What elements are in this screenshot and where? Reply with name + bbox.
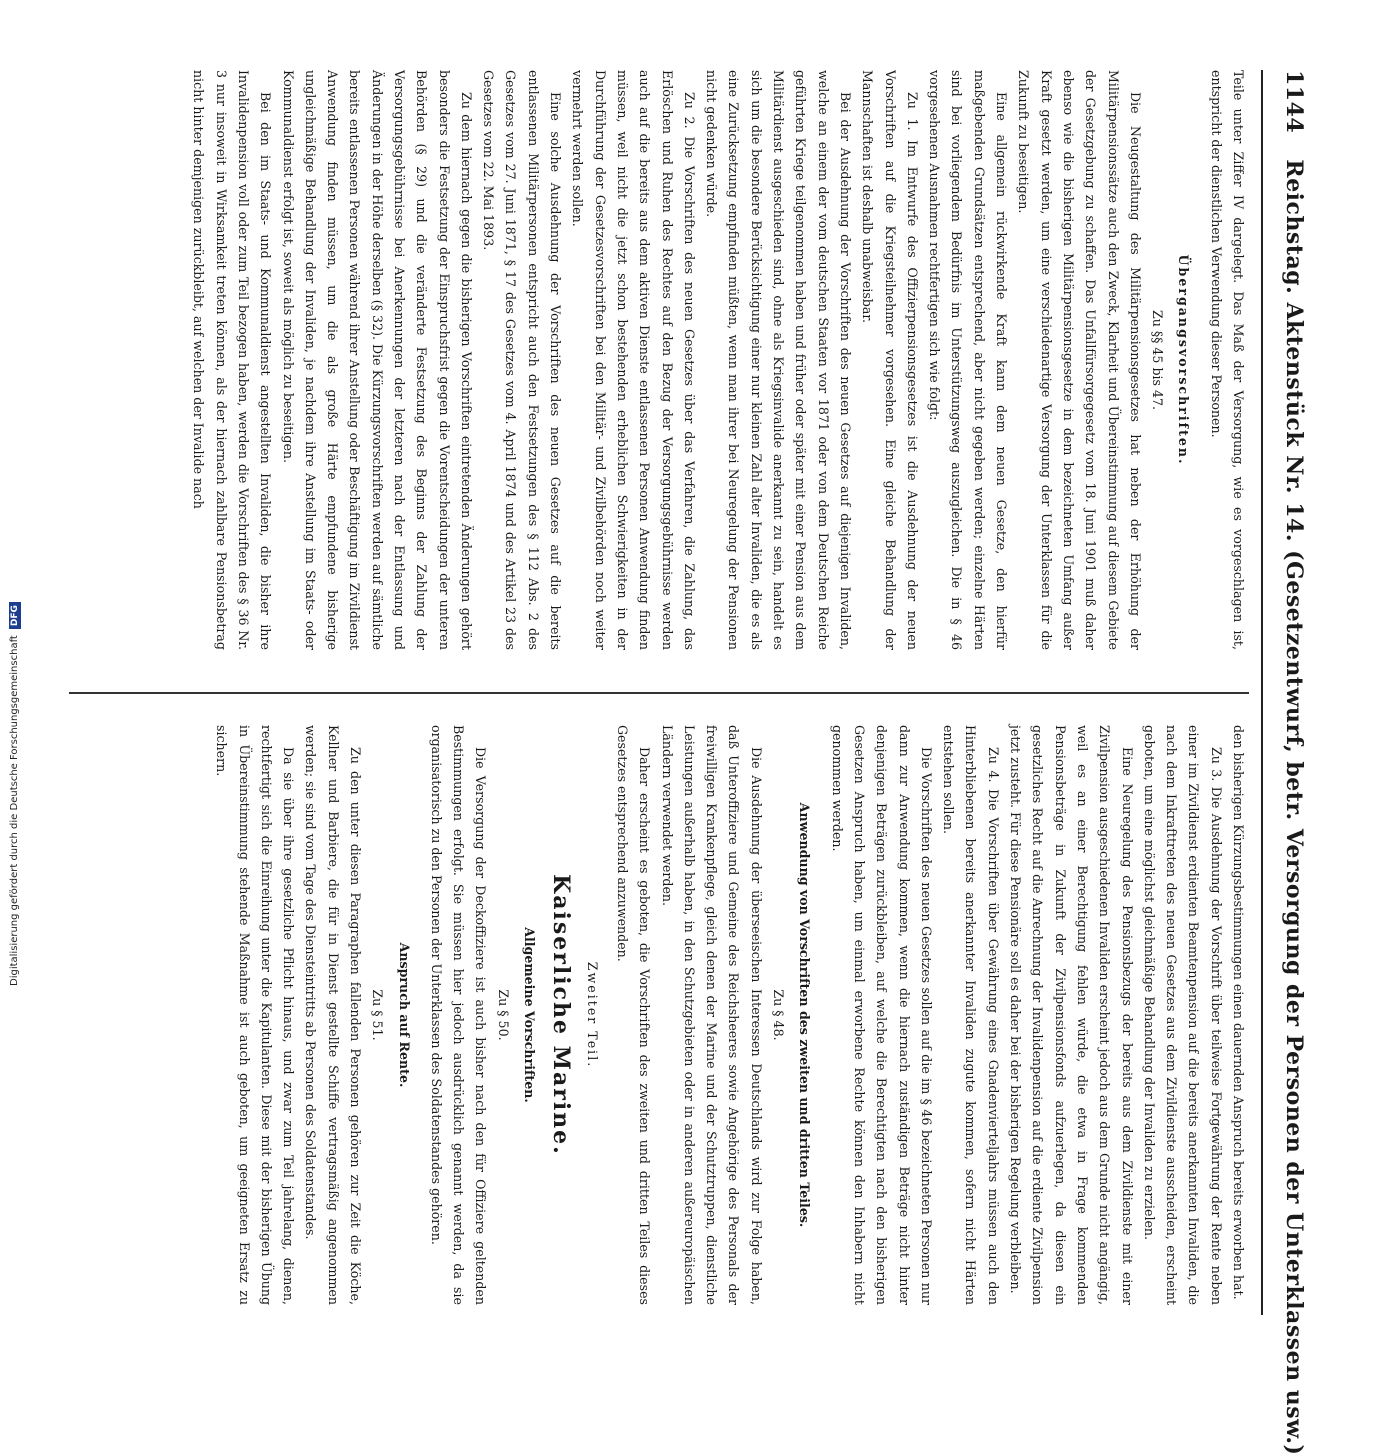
paragraph: Da sie über ihre gesetzliche Pflicht hinaus, und zwar zum Teil jahrelang, dienen, rechtfertigt sich die Einreihung unter die Kapitulanten. Diese mit der bisherigen Übung in Übereinstimmung stehende Maßnahme ist auch geboten, um geeigneten Ersatz zu sichern. (214, 725, 297, 1305)
section-subheading: Zu § 48. (771, 989, 787, 1041)
credit-line (9, 602, 21, 986)
left-column (187, 70, 1249, 650)
paragraph: Zu dem hiernach gegen die bisherigen Vorschriften eintretenden Änderungen gehört besonders die Festsetzung der Einspruchsfrist gegen die Vorentscheidungen der unteren Behörden (§ 29) und die veränderte Festsetzung des Beginns der Zahlung der Versorgungsgebührnisse bei Anerkennungen der letzteren nach der Entlassung und Änderungen in der Höhe derselben (§ 32). Die Kürzungsvorschriften werden auf sämtliche bereits entlassenen Personen während ihrer Anstellung oder Beschäftigung im Zivildienst Anwendung finden müssen, um die als große Härte empfundene bisherige ungleichmäßige Behandlung der Invaliden, je nachdem ihre Anstellung im Staats- oder Kommunaldienst erfolgt ist, soweit als möglich zu beseitigen. (280, 70, 474, 650)
section-heading: Anwendung von Vorschriften des zweiten und dritten Teiles. (797, 802, 813, 1228)
running-title: Reichstag. Aktenstück Nr. 14. (Gesetzentwurf, betr. Versorgung der Personen der Unterklassen usw.) (1281, 159, 1307, 1455)
column-divider (69, 692, 1249, 694)
page-header (1267, 70, 1307, 1455)
right-column (210, 725, 1249, 1305)
paragraph: Zu 2. Die Vorschriften des neuen Gesetzes über das Verfahren, die Zahlung, das Erlöschen und Ruhen des Rechtes auf den Bezug der Versorgungsgebührnisse werden auch auf die bereits aus dem aktiven Dienste entlassenen Personen Anwendung finden müssen, weil nicht die jetzt schon bestehenden erheblichen Schwierigkeiten in der Durchführung der Gesetzesvorschriften bei den Militär- und Zivilbehörden noch weiter vermehrt werden sollen. (570, 70, 697, 650)
paragraph: Teile unter Ziffer IV dargelegt. Das Maß der Versorgung, wie es vorgeschlagen ist, entspricht der dienstlichen Verwendung dieser Personen. (1208, 70, 1246, 650)
paragraph: Die Vorschriften des neuen Gesetzes sollen auf die im § 46 bezeichneten Personen nur dann zur Anwendung kommen, wenn die hiernach zuständigen Beträge nicht hinter denjenigen Beträgen zurückbleiben, auf welche die Berechtigten nach den bisherigen Gesetzen Anspruch haben, um einmal erworbene Rechte können den Inhabern nicht genommen werden. (829, 725, 934, 1305)
paragraph: Eine Neuregelung des Pensionsbezugs der bereits aus dem Zivildienste mit einer Zivilpension ausgeschiedenen Invaliden erscheint jedoch aus dem Grunde nicht angängig, weil es an einer Berechtigung fehlen würde, die etwa in Frage kommenden Pensionsbeträge in Zukunft der Zivilpensionsfonds aufzuerlegen, da diesen ein gesetzliches Recht auf die Anrechnung der Invalidenpension auf die erdiente Zivilpension jetzt zusteht. Für diese Pensionäre soll es daher bei der bisherigen Regelung verbleiben. (1008, 725, 1135, 1305)
section-subheading: Zu § 51. (370, 989, 386, 1041)
section-heading: Allgemeine Vorschriften. (522, 927, 538, 1103)
paragraph: den bisherigen Kürzungsbestimmungen einen dauernden Anspruch bereits erworben hat. (1231, 725, 1246, 1300)
header-rule (1261, 70, 1263, 1315)
paragraph: Zu 3. Die Ausdehnung der Vorschrift über teilweise Fortgewährung der Rente neben einer im Zivildienst erdienten Beamtenpension auf die bereits anerkannten Invaliden, die nach dem Inkrafttreten des neuen Gesetzes aus dem Zivildienste ausscheiden, erscheint geboten, um eine möglichst gleichmäßige Behandlung der Invaliden zu erzielen. (1141, 725, 1224, 1305)
dfg-logo: DFG (9, 602, 21, 629)
paragraph: Bei der Ausdehnung der Vorschriften des neuen Gesetzes auf diejenigen Invaliden, welche an einem der vom deutschen Staaten vor 1871 oder von dem Deutschen Reiche geführten Kriege teilgenommen haben und früher oder später mit einer Pension aus dem Militärdienst ausgeschieden sind, ohne als Kriegsinvalide anerkannt zu sein, handelt es sich um die besondere Berücksichtigung einer nur kleinen Zahl alter Invaliden, die es als eine Zurücksetzung empfinden müßten, wenn man ihrer bei Neuregelung der Pensionen nicht gedenken würde. (704, 70, 853, 650)
paragraph: Eine solche Ausdehnung der Vorschriften des neuen Gesetzes auf die bereits entlassenen Militärpersonen entspricht auch den Festsetzungen des § 112 Abs. 2 des Gesetzes vom 27. Juni 1871, § 17 des Gesetzes vom 4. April 1874 und des Artikel 23 des Gesetzes vom 22. Mai 1893. (481, 70, 564, 650)
paragraph: Die Neugestaltung des Militärpensionsgesetzes hat neben der Erhöhung der Militärpensionssätze auch den Zweck, Klarheit und Übereinstimmung auf diesem Gebiete der Gesetzgebung zu schaffen. Das Unfallfürsorgegesetz vom 18. Juni 1901 muß daher ebenso wie die bisherigen Militärpensionsgesetze in dem bezeichneten Umfang außer Kraft gesetzt werden, um eine verschiedenartige Versorgung der Unterklassen für die Zukunft zu beseitigen. (1016, 70, 1143, 650)
section-subheading: Zu §§ 45 bis 47. (1150, 309, 1166, 411)
section-heading: Übergangsvorschriften. (1176, 254, 1192, 466)
part-label: Zweiter Teil. (584, 961, 600, 1069)
paragraph: Zu 1. Im Entwurfe des Offizierpensionsgesetzes ist die Ausdehnung der neuen Vorschriften auf die Kriegsteilnehmer vorgesehen. Eine gleiche Behandlung der Mannschaften ist deshalb unabweisbar. (860, 70, 920, 650)
paragraph: Bei den im Staats- und Kommunaldienst angestellten Invaliden, die bisher ihre Invalidenpension voll oder zum Teil bezogen haben, werden die Vorschriften des § 36 Nr. 3 nur insoweit in Wirksamkeit treten können, als der hiernach zahlbare Pensionsbetrag nicht hinter demjenigen zurückbleibt, auf welchen der Invalide nach (191, 70, 274, 650)
paragraph: Die Versorgung der Deckoffiziere ist auch bisher nach den für Offiziere geltenden Bestimmungen erfolgt. Sie müssen hier jedoch ausdrücklich genannt werden, da sie organisatorisch zu den Personen der Unterklassen des Soldatenstandes gehören. (428, 725, 489, 1305)
paragraph: Zu 4. Die Vorschriften über Gewährung eines Gnadenvierteljahrs müssen auch den Hinterbliebenen bereits anerkannter Invaliden zugute kommen, sofern nicht Härten entstehen sollen. (941, 725, 1001, 1305)
paragraph: Zu den unter diesen Paragraphen fallenden Personen gehören zur Zeit die Köche, Kellner und Barbiere, die für in Dienst gestellte Schiffe vertragsmäßig angenommen werden; sie sind vom Tage des Diensteintritts ab Personen des Soldatenstandes. (303, 725, 364, 1305)
credit-text: Digitalisierung gefördert durch die Deutsche Forschungsgemeinschaft (9, 635, 20, 986)
page-number: 1144 (1281, 70, 1307, 134)
paragraph: Daher erscheint es geboten, die Vorschriften des zweiten und dritten Teiles dieses Gesetzes entsprechend anzuwenden. (614, 725, 653, 1305)
paragraph: Eine allgemein rückwirkende Kraft kann dem neuen Gesetze, den hierfür maßgebenden Grundsätzen entsprechend, aber nicht gegeben werden; einzelne Härten sind bei vorliegendem Bedürfnis im Unterstützungsweg auszugleichen. Die in § 46 vorgesehenen Ausnahmen rechtfertigen sich wie folgt: (927, 70, 1010, 650)
page-content (37, 70, 1307, 1455)
part-title: Kaiserliche Marine. (548, 874, 575, 1156)
section-heading: Anspruch auf Rente. (396, 942, 412, 1088)
section-subheading: Zu § 50. (495, 989, 511, 1041)
digitization-credit (4, 4, 18, 994)
paragraph: Die Ausdehnung der überseeischen Interessen Deutschlands wird zur Folge haben, daß Unteroffiziere und Gemeine des Reichsheeres sowie Angehörige des Personals der freiwilligen Krankenpflege, gleich denen der Marine und der Schutztruppen, dienstliche Leistungen außerhalb haben, in den Schutzgebieten oder in anderen außereuropäischen Ländern verwendet werden. (659, 725, 764, 1305)
